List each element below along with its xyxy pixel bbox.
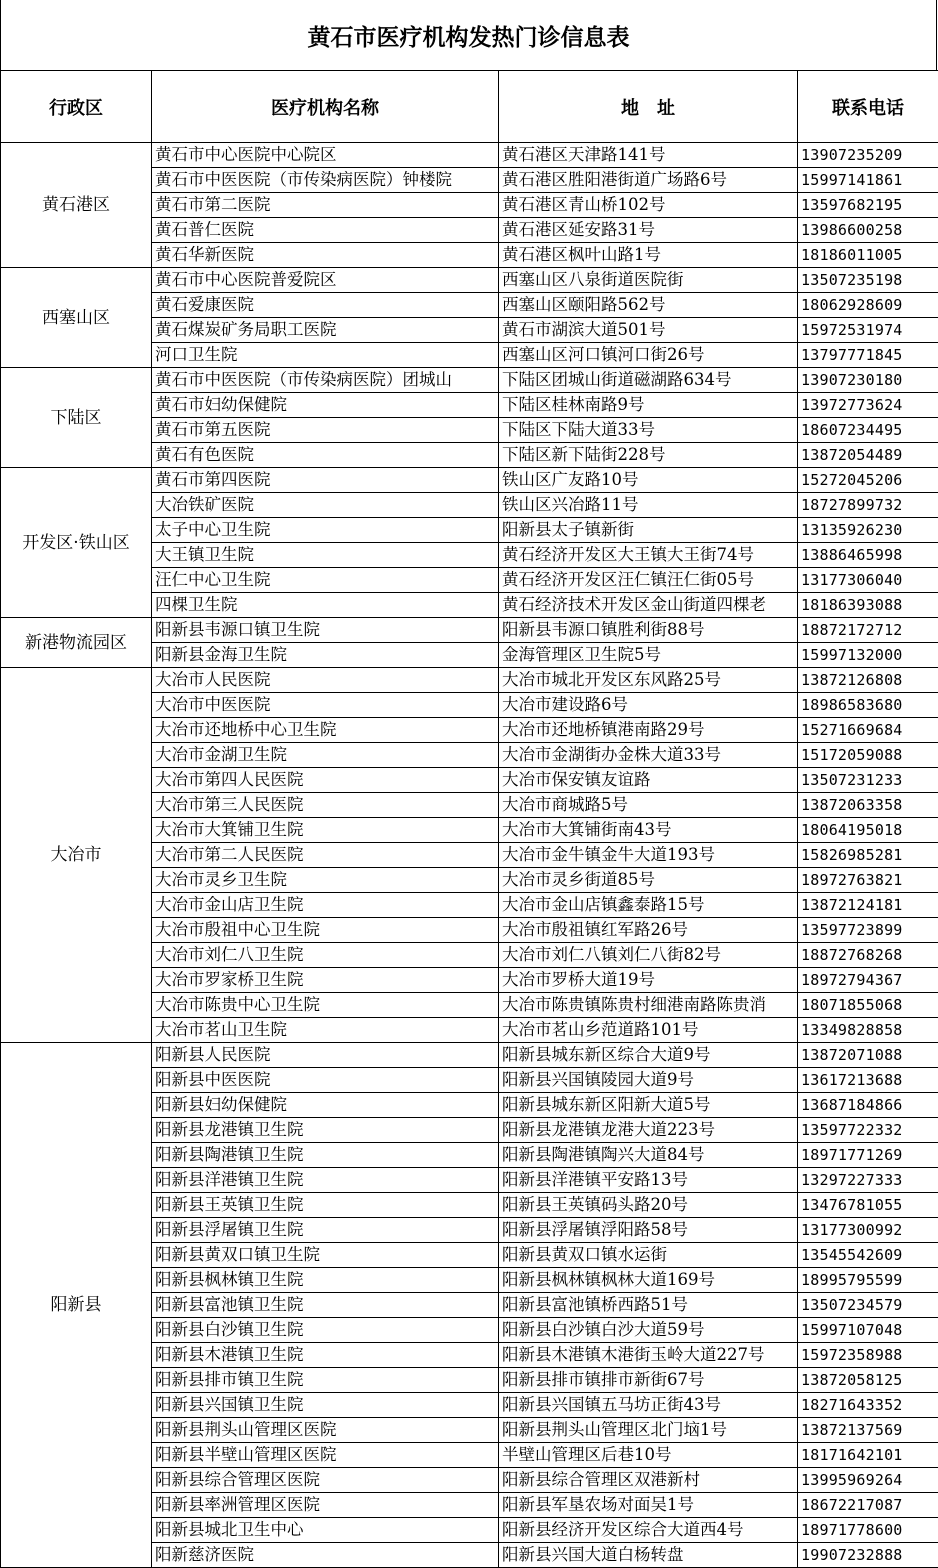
phone-cell: 15271669684 — [798, 718, 938, 743]
institution-name-cell: 黄石煤炭矿务局职工医院 — [152, 318, 499, 343]
institution-name-cell: 黄石市中医医院（市传染病医院）团城山 — [152, 368, 499, 393]
table-row — [1, 368, 938, 393]
address-cell: 下陆区团城山街道磁湖路634号 — [499, 368, 798, 393]
district-cell: 西塞山区 — [1, 268, 152, 368]
header-phone: 联系电话 — [798, 71, 938, 143]
address-cell: 大冶市罗桥大道19号 — [499, 968, 798, 993]
table-row — [1, 468, 938, 493]
institution-name-cell: 大冶市灵乡卫生院 — [152, 868, 499, 893]
table-row — [1, 618, 938, 643]
institution-name-cell: 阳新慈济医院 — [152, 1543, 499, 1568]
address-cell: 阳新县木港镇木港街玉岭大道227号 — [499, 1343, 798, 1368]
address-cell: 大冶市金山店镇鑫泰路15号 — [499, 893, 798, 918]
address-cell: 大冶市保安镇友谊路 — [499, 768, 798, 793]
institution-name-cell: 阳新县龙港镇卫生院 — [152, 1118, 499, 1143]
institution-name-cell: 黄石市第二医院 — [152, 193, 499, 218]
address-cell: 大冶市金牛镇金牛大道193号 — [499, 843, 798, 868]
phone-cell: 18062928609 — [798, 293, 938, 318]
district-cell: 开发区·铁山区 — [1, 468, 152, 618]
phone-cell: 18972794367 — [798, 968, 938, 993]
institution-name-cell: 河口卫生院 — [152, 343, 499, 368]
address-cell: 阳新县枫林镇枫林大道169号 — [499, 1268, 798, 1293]
phone-cell: 13597682195 — [798, 193, 938, 218]
phone-cell: 13349828858 — [798, 1018, 938, 1043]
institution-name-cell: 阳新县妇幼保健院 — [152, 1093, 499, 1118]
address-cell: 下陆区下陆大道33号 — [499, 418, 798, 443]
address-cell: 西塞山区河口镇河口街26号 — [499, 343, 798, 368]
institution-name-cell: 大冶市罗家桥卫生院 — [152, 968, 499, 993]
address-cell: 黄石港区天津路141号 — [499, 143, 798, 168]
institution-name-cell: 阳新县王英镇卫生院 — [152, 1193, 499, 1218]
address-cell: 大冶市金湖街办金株大道33号 — [499, 743, 798, 768]
address-cell: 大冶市商城路5号 — [499, 793, 798, 818]
address-cell: 大冶市刘仁八镇刘仁八街82号 — [499, 943, 798, 968]
address-cell: 黄石经济技术开发区金山街道四棵老 — [499, 593, 798, 618]
phone-cell: 13135926230 — [798, 518, 938, 543]
institution-name-cell: 黄石市中心医院中心院区 — [152, 143, 499, 168]
phone-cell: 13177306040 — [798, 568, 938, 593]
phone-cell: 13797771845 — [798, 343, 938, 368]
phone-cell: 15997132000 — [798, 643, 938, 668]
institution-name-cell: 大冶市大箕铺卫生院 — [152, 818, 499, 843]
address-cell: 西塞山区八泉街道医院街 — [499, 268, 798, 293]
address-cell: 黄石经济开发区汪仁镇汪仁街05号 — [499, 568, 798, 593]
institution-name-cell: 大冶市中医医院 — [152, 693, 499, 718]
institution-name-cell: 阳新县韦源口镇卫生院 — [152, 618, 499, 643]
phone-cell: 18672217087 — [798, 1493, 938, 1518]
institution-name-cell: 阳新县半壁山管理区医院 — [152, 1443, 499, 1468]
address-cell: 阳新县富池镇桥西路51号 — [499, 1293, 798, 1318]
address-cell: 金海管理区卫生院5号 — [499, 643, 798, 668]
address-cell: 阳新县城东新区综合大道9号 — [499, 1043, 798, 1068]
phone-cell: 13907235209 — [798, 143, 938, 168]
institution-name-cell: 阳新县人民医院 — [152, 1043, 499, 1068]
address-cell: 下陆区桂林南路9号 — [499, 393, 798, 418]
institution-name-cell: 阳新县兴国镇卫生院 — [152, 1393, 499, 1418]
phone-cell: 13545542609 — [798, 1243, 938, 1268]
district-cell: 阳新县 — [1, 1043, 152, 1568]
phone-cell: 18727899732 — [798, 493, 938, 518]
address-cell: 黄石港区延安路31号 — [499, 218, 798, 243]
address-cell: 阳新县军垦农场对面吴1号 — [499, 1493, 798, 1518]
phone-cell: 19907232888 — [798, 1543, 938, 1568]
header-row — [1, 71, 938, 143]
header-district: 行政区 — [1, 71, 152, 143]
institution-name-cell: 大冶市第四人民医院 — [152, 768, 499, 793]
phone-cell: 13972773624 — [798, 393, 938, 418]
phone-cell: 18971771269 — [798, 1143, 938, 1168]
address-cell: 阳新县陶港镇陶兴大道84号 — [499, 1143, 798, 1168]
address-cell: 黄石港区胜阳港街道广场路6号 — [499, 168, 798, 193]
phone-cell: 13872137569 — [798, 1418, 938, 1443]
phone-cell: 13617213688 — [798, 1068, 938, 1093]
institution-name-cell: 黄石市第四医院 — [152, 468, 499, 493]
phone-cell: 13872054489 — [798, 443, 938, 468]
institution-name-cell: 阳新县浮屠镇卫生院 — [152, 1218, 499, 1243]
phone-cell: 15272045206 — [798, 468, 938, 493]
address-cell: 阳新县兴国大道白杨转盘 — [499, 1543, 798, 1568]
district-cell: 新港物流园区 — [1, 618, 152, 668]
phone-cell: 18986583680 — [798, 693, 938, 718]
address-cell: 阳新县兴国镇陵园大道9号 — [499, 1068, 798, 1093]
table-row — [1, 1043, 938, 1068]
institution-name-cell: 阳新县城北卫生中心 — [152, 1518, 499, 1543]
address-cell: 大冶市建设路6号 — [499, 693, 798, 718]
phone-cell: 15997107048 — [798, 1318, 938, 1343]
institution-name-cell: 阳新县金海卫生院 — [152, 643, 499, 668]
phone-cell: 18972763821 — [798, 868, 938, 893]
phone-cell: 13597722332 — [798, 1118, 938, 1143]
address-cell: 大冶市灵乡街道85号 — [499, 868, 798, 893]
phone-cell: 13687184866 — [798, 1093, 938, 1118]
institution-name-cell: 大冶市茗山卫生院 — [152, 1018, 499, 1043]
phone-cell: 15826985281 — [798, 843, 938, 868]
institution-name-cell: 黄石市中医医院（市传染病医院）钟楼院 — [152, 168, 499, 193]
table-body — [1, 143, 938, 1568]
address-cell: 阳新县王英镇码头路20号 — [499, 1193, 798, 1218]
institution-name-cell: 大冶铁矿医院 — [152, 493, 499, 518]
institution-name-cell: 大冶市刘仁八卫生院 — [152, 943, 499, 968]
institution-name-cell: 大冶市第二人民医院 — [152, 843, 499, 868]
phone-cell: 18607234495 — [798, 418, 938, 443]
table-row — [1, 143, 938, 168]
phone-cell: 15972531974 — [798, 318, 938, 343]
address-cell: 黄石市湖滨大道501号 — [499, 318, 798, 343]
address-cell: 大冶市城北开发区东风路25号 — [499, 668, 798, 693]
address-cell: 阳新县白沙镇白沙大道59号 — [499, 1318, 798, 1343]
institution-name-cell: 太子中心卫生院 — [152, 518, 499, 543]
phone-cell: 15997141861 — [798, 168, 938, 193]
address-cell: 黄石港区青山桥102号 — [499, 193, 798, 218]
address-cell: 阳新县黄双口镇水运街 — [499, 1243, 798, 1268]
phone-cell: 13872058125 — [798, 1368, 938, 1393]
phone-cell: 18071855068 — [798, 993, 938, 1018]
phone-cell: 13872063358 — [798, 793, 938, 818]
address-cell: 大冶市还地桥镇港南路29号 — [499, 718, 798, 743]
institution-name-cell: 汪仁中心卫生院 — [152, 568, 499, 593]
address-cell: 阳新县荆头山管理区北门垴1号 — [499, 1418, 798, 1443]
address-cell: 半壁山管理区后巷10号 — [499, 1443, 798, 1468]
address-cell: 阳新县太子镇新街 — [499, 518, 798, 543]
phone-cell: 15172059088 — [798, 743, 938, 768]
phone-cell: 13297227333 — [798, 1168, 938, 1193]
phone-cell: 15972358988 — [798, 1343, 938, 1368]
address-cell: 阳新县浮屠镇浮阳路58号 — [499, 1218, 798, 1243]
address-cell: 阳新县经济开发区综合大道西4号 — [499, 1518, 798, 1543]
clinic-table — [0, 70, 938, 1568]
phone-cell: 18064195018 — [798, 818, 938, 843]
phone-cell: 13907230180 — [798, 368, 938, 393]
district-cell: 大冶市 — [1, 668, 152, 1043]
institution-name-cell: 黄石市妇幼保健院 — [152, 393, 499, 418]
institution-name-cell: 黄石市第五医院 — [152, 418, 499, 443]
phone-cell: 13476781055 — [798, 1193, 938, 1218]
page-title: 黄石市医疗机构发热门诊信息表 — [0, 0, 937, 70]
phone-cell: 13986600258 — [798, 218, 938, 243]
phone-cell: 18186393088 — [798, 593, 938, 618]
institution-name-cell: 阳新县枫林镇卫生院 — [152, 1268, 499, 1293]
phone-cell: 13872071088 — [798, 1043, 938, 1068]
institution-name-cell: 阳新县陶港镇卫生院 — [152, 1143, 499, 1168]
phone-cell: 13995969264 — [798, 1468, 938, 1493]
institution-name-cell: 黄石爱康医院 — [152, 293, 499, 318]
table-row — [1, 268, 938, 293]
institution-name-cell: 阳新县中医医院 — [152, 1068, 499, 1093]
phone-cell: 13872124181 — [798, 893, 938, 918]
phone-cell: 18872768268 — [798, 943, 938, 968]
institution-name-cell: 阳新县黄双口镇卫生院 — [152, 1243, 499, 1268]
header-address: 地 址 — [499, 71, 798, 143]
address-cell: 黄石经济开发区大王镇大王街74号 — [499, 543, 798, 568]
institution-name-cell: 大冶市人民医院 — [152, 668, 499, 693]
phone-cell: 18971778600 — [798, 1518, 938, 1543]
institution-name-cell: 黄石市中心医院普爱院区 — [152, 268, 499, 293]
address-cell: 黄石港区枫叶山路1号 — [499, 243, 798, 268]
district-cell: 黄石港区 — [1, 143, 152, 268]
phone-cell: 13507234579 — [798, 1293, 938, 1318]
address-cell: 大冶市茗山乡范道路101号 — [499, 1018, 798, 1043]
address-cell: 铁山区广友路10号 — [499, 468, 798, 493]
institution-name-cell: 大王镇卫生院 — [152, 543, 499, 568]
address-cell: 阳新县排市镇排市新街67号 — [499, 1368, 798, 1393]
institution-name-cell: 大冶市还地桥中心卫生院 — [152, 718, 499, 743]
phone-cell: 18271643352 — [798, 1393, 938, 1418]
address-cell: 下陆区新下陆街228号 — [499, 443, 798, 468]
table-row — [1, 668, 938, 693]
institution-name-cell: 黄石普仁医院 — [152, 218, 499, 243]
institution-name-cell: 阳新县白沙镇卫生院 — [152, 1318, 499, 1343]
institution-name-cell: 阳新县排市镇卫生院 — [152, 1368, 499, 1393]
address-cell: 西塞山区颐阳路562号 — [499, 293, 798, 318]
phone-cell: 13597723899 — [798, 918, 938, 943]
phone-cell: 18995795599 — [798, 1268, 938, 1293]
address-cell: 大冶市殷祖镇红军路26号 — [499, 918, 798, 943]
phone-cell: 18186011005 — [798, 243, 938, 268]
phone-cell: 18872172712 — [798, 618, 938, 643]
address-cell: 阳新县洋港镇平安路13号 — [499, 1168, 798, 1193]
institution-name-cell: 阳新县木港镇卫生院 — [152, 1343, 499, 1368]
institution-name-cell: 四棵卫生院 — [152, 593, 499, 618]
institution-name-cell: 黄石华新医院 — [152, 243, 499, 268]
header-name: 医疗机构名称 — [152, 71, 499, 143]
institution-name-cell: 大冶市殷祖中心卫生院 — [152, 918, 499, 943]
institution-name-cell: 大冶市第三人民医院 — [152, 793, 499, 818]
institution-name-cell: 阳新县率洲管理区医院 — [152, 1493, 499, 1518]
phone-cell: 13177300992 — [798, 1218, 938, 1243]
phone-cell: 18171642101 — [798, 1443, 938, 1468]
institution-name-cell: 大冶市金湖卫生院 — [152, 743, 499, 768]
institution-name-cell: 阳新县综合管理区医院 — [152, 1468, 499, 1493]
institution-name-cell: 黄石有色医院 — [152, 443, 499, 468]
phone-cell: 13886465998 — [798, 543, 938, 568]
institution-name-cell: 大冶市金山店卫生院 — [152, 893, 499, 918]
address-cell: 阳新县综合管理区双港新村 — [499, 1468, 798, 1493]
institution-name-cell: 阳新县富池镇卫生院 — [152, 1293, 499, 1318]
institution-name-cell: 阳新县洋港镇卫生院 — [152, 1168, 499, 1193]
phone-cell: 13507235198 — [798, 268, 938, 293]
address-cell: 铁山区兴冶路11号 — [499, 493, 798, 518]
address-cell: 大冶市陈贵镇陈贵村细港南路陈贵消 — [499, 993, 798, 1018]
institution-name-cell: 阳新县荆头山管理区医院 — [152, 1418, 499, 1443]
address-cell: 阳新县龙港镇龙港大道223号 — [499, 1118, 798, 1143]
address-cell: 阳新县兴国镇五马坊正街43号 — [499, 1393, 798, 1418]
phone-cell: 13507231233 — [798, 768, 938, 793]
address-cell: 阳新县韦源口镇胜利街88号 — [499, 618, 798, 643]
address-cell: 大冶市大箕铺街南43号 — [499, 818, 798, 843]
address-cell: 阳新县城东新区阳新大道5号 — [499, 1093, 798, 1118]
phone-cell: 13872126808 — [798, 668, 938, 693]
district-cell: 下陆区 — [1, 368, 152, 468]
institution-name-cell: 大冶市陈贵中心卫生院 — [152, 993, 499, 1018]
